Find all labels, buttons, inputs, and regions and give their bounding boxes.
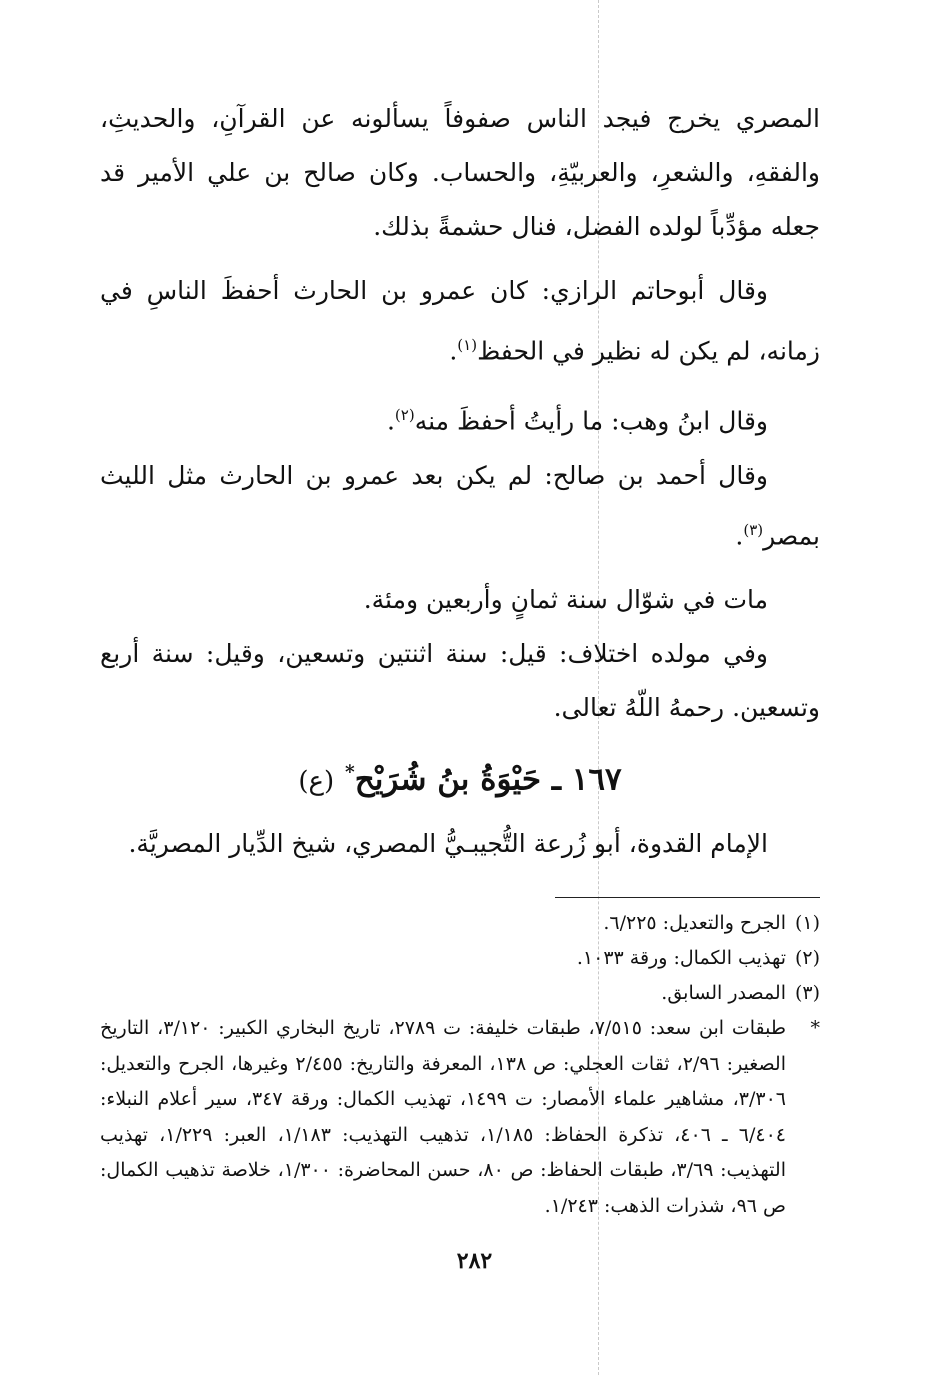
- entry-rumuz: (ع): [298, 766, 335, 797]
- entry-star: *: [344, 761, 355, 783]
- footnote-number: (٣): [794, 982, 820, 1005]
- footnote-3: [100, 976, 820, 1011]
- footnote-2: [100, 941, 820, 976]
- sources-note: [100, 1011, 820, 1224]
- sources-star: *: [810, 1017, 820, 1040]
- entry-heading: [100, 745, 820, 809]
- entry-number: ١٦٧ ـ: [551, 761, 622, 798]
- entry-name: حَيْوَةُ بنُ شُرَيْح: [354, 761, 542, 798]
- footnote-number: (٢): [794, 947, 820, 970]
- paragraph-text: وقال ابنُ وهب: ما رأيتُ أحفظَ منه: [414, 406, 768, 436]
- footnote-text: الجرح والتعديل: ٦/٢٢٥.: [603, 912, 786, 935]
- paragraph-continuation: المصري يخرج فيجد الناس صفوفاً يسألونه عن القرآنِ، والحديثِ، والفقهِ، والشعرِ، والعربيّةِ، والحساب. وكان صالح بن علي الأمير قد جعله مؤدِّباً لولده الفضل، فنال حشمةً بذلك.: [100, 104, 820, 241]
- footnote-ref-3: (٣): [743, 520, 764, 539]
- page-body: [100, 92, 820, 1224]
- paragraph-ahmad-salih: وقال أحمد بن صالح: لم يكن بعد عمرو بن الحارث مثل الليث بمصر$^{(٣)}$.: [100, 460, 820, 550]
- footnote-ref-1: (١): [457, 336, 478, 354]
- footnote-number: (١): [794, 912, 820, 935]
- paragraph-abu-hatim: وقال أبوحاتم الرازي: كان عمرو بن الحارث أحفظَ الناسِ في زمانه، لم يكن له نظير في الحفظ$^{(١)}$.: [100, 276, 820, 366]
- footnote-separator: [555, 897, 820, 898]
- footnote-text: تهذيب الكمال: ورقة ١٠٣٣.: [576, 947, 786, 970]
- paragraph-text: وقال أبوحاتم الرازي: كان عمرو بن الحارث أحفظَ الناسِ في زمانه، لم يكن له نظير في الحفظ: [100, 276, 820, 366]
- paragraph-birth: وفي مولده اختلاف: قيل: سنة اثنتين وتسعين، وقيل: سنة أربع وتسعين. رحمهُ اللّهُ تعالى.: [100, 638, 820, 722]
- paragraph-ibn-wahb: وقال ابنُ وهب: ما رأيتُ أحفظَ منه$^{(٢)}$.: [386, 406, 768, 436]
- paragraph-text: وقال أحمد بن صالح: لم يكن بعد عمرو بن الحارث مثل الليث بمصر: [100, 460, 820, 550]
- footnote-text: المصدر السابق.: [661, 982, 786, 1005]
- paragraph-death: مات في شوّال سنة ثمانٍ وأربعين ومئة.: [363, 584, 768, 614]
- sources-text: طبقات ابن سعد: ٧/٥١٥، طبقات خليفة: ت ٢٧٨٩، تاريخ البخاري الكبير: ٣/١٢٠، التاريخ الصغير: ٢/٩٦، ثقات العجلي: ص ١٣٨، المعرفة والتاريخ: ٢/٤٥٥ وغيرها، الجرح والتعديل: ٣/٣٠٦، مشاهير علماء الأمصار: ت ١٤٩٩، تهذيب الكمال: ورقة ٣٤٧، سير أعلام النبلاء: ٦/٤٠٤ ـ ٤٠٦، تذكرة الحفاظ: ١/١٨٥، تذهيب التهذيب: ١/١٨٣، العبر: ١/٢٢٩، تهذيب التهذيب: ٣/٦٩، طبقات الحفاظ: ص ٨٠، حسن المحاضرة: ١/٣٠٠، خلاصة تذهيب الكمال: ص ٩٦، شذرات الذهب: ١/٢٤٣.: [100, 1017, 787, 1217]
- page-number: ٢٨٢: [456, 1248, 493, 1274]
- paragraph-entry-intro: الإمام القدوة، أبو زُرعة التُّجيبـيُّ المصري، شيخ الدِّيار المصريَّة.: [128, 829, 768, 859]
- footnote-ref-2: (٢): [394, 406, 415, 425]
- footnote-1: [100, 906, 820, 941]
